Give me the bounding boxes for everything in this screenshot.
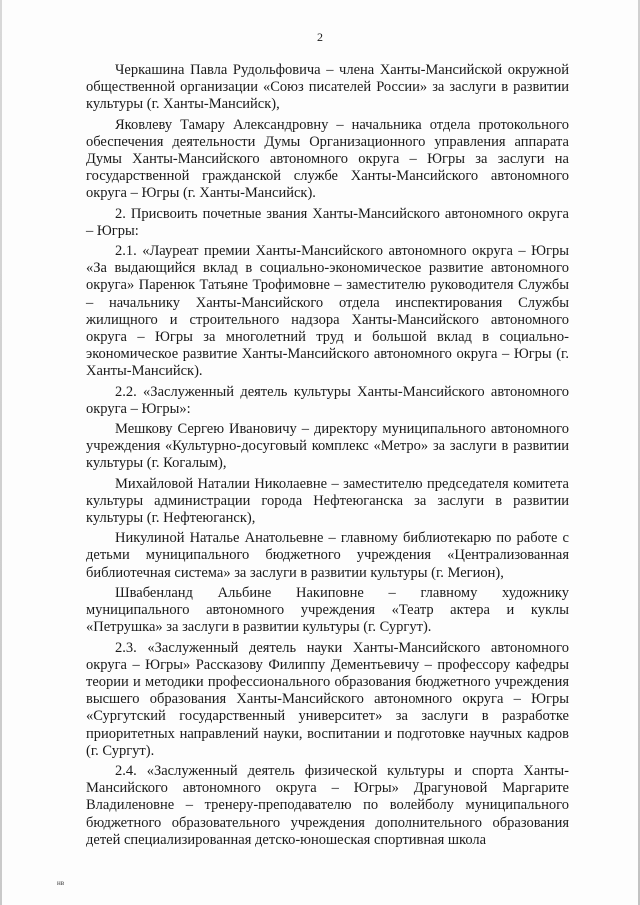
- paragraph: Швабенланд Альбине Накиповне – главному художнику муниципального автономного учреждения «Театр актера и куклы «Петрушка» за заслуги в развитии культуры (г. Сургут).: [86, 584, 569, 636]
- paragraph: 2.4. «Заслуженный деятель физической культуры и спорта Ханты-Мансийского автономного округа – Югры» Драгуновой Маргарите Владиленовне – тренеру-преподавателю по волейболу муниципального бюджетного образовательного учреждения дополнительного образования детей специализированная детско-юношеская спортивная школа: [86, 762, 569, 848]
- paragraph: Черкашина Павла Рудольфовича – члена Ханты-Мансийской окружной общественной организации «Союз писателей России» за заслуги в развитии культуры (г. Ханты-Мансийск),: [86, 62, 569, 113]
- paragraph: Михайловой Наталии Николаевне – заместителю председателя комитета культуры администрации города Нефтеюганска за заслуги в развитии культуры (г. Нефтеюганск),: [86, 475, 569, 527]
- paragraph: Мешкову Сергею Ивановичу – директору муниципального автономного учреждения «Культурно-досуговый комплекс «Метро» за заслуги в развитии культуры (г. Когалым),: [86, 421, 569, 472]
- footer-mark: нв: [57, 879, 65, 887]
- document-body: [86, 62, 569, 852]
- paragraph: Никулиной Наталье Анатольевне – главному библиотекарю по работе с детьми муниципального бюджетного учреждения «Централизованная библиотечная система» за заслуги в развитии культуры (г. Мегион),: [86, 530, 569, 581]
- paragraph: 2.3. «Заслуженный деятель науки Ханты-Мансийского автономного округа – Югры» Рассказову Филиппу Дементьевичу – профессору кафедры теории и методики профессионального образования бюджетного учреждения высшего образования Ханты-Мансийского автономного округа – Югры «Сургутский государственный университет» за заслуги в разработке приоритетных направлений науки, воспитании и подготовке научных кадров (г. Сургут).: [86, 639, 569, 759]
- paragraph: 2.1. «Лауреат премии Ханты-Мансийского автономного округа – Югры «За выдающийся вклад в социально-экономическое развитие автономного округа» Паренюк Татьяне Трофимовне – заместителю руководителя Службы – начальнику Ханты-Мансийского отдела инспектирования Службы жилищного и строительного надзора Ханты-Мансийского автономного округа – Югры за многолетний труд и большой вклад в социально-экономическое развитие Ханты-Мансийского автономного округа – Югры (г. Ханты-Мансийск).: [86, 243, 569, 380]
- scan-edge-left: [0, 0, 2, 905]
- paragraph: 2.2. «Заслуженный деятель культуры Ханты-Мансийского автономного округа – Югры»:: [86, 383, 569, 417]
- paragraph: Яковлеву Тамару Александровну – начальника отдела протокольного обеспечения деятельности Думы Организационного управления аппарата Думы Ханты-Мансийского автономного округа – Югры за заслуги на государственной гражданской службе Ханты-Мансийского автономного округа – Югры (г. Ханты-Мансийск).: [86, 116, 569, 202]
- paragraph: 2. Присвоить почетные звания Ханты-Мансийского автономного округа – Югры:: [86, 205, 569, 239]
- page-number: 2: [317, 30, 323, 44]
